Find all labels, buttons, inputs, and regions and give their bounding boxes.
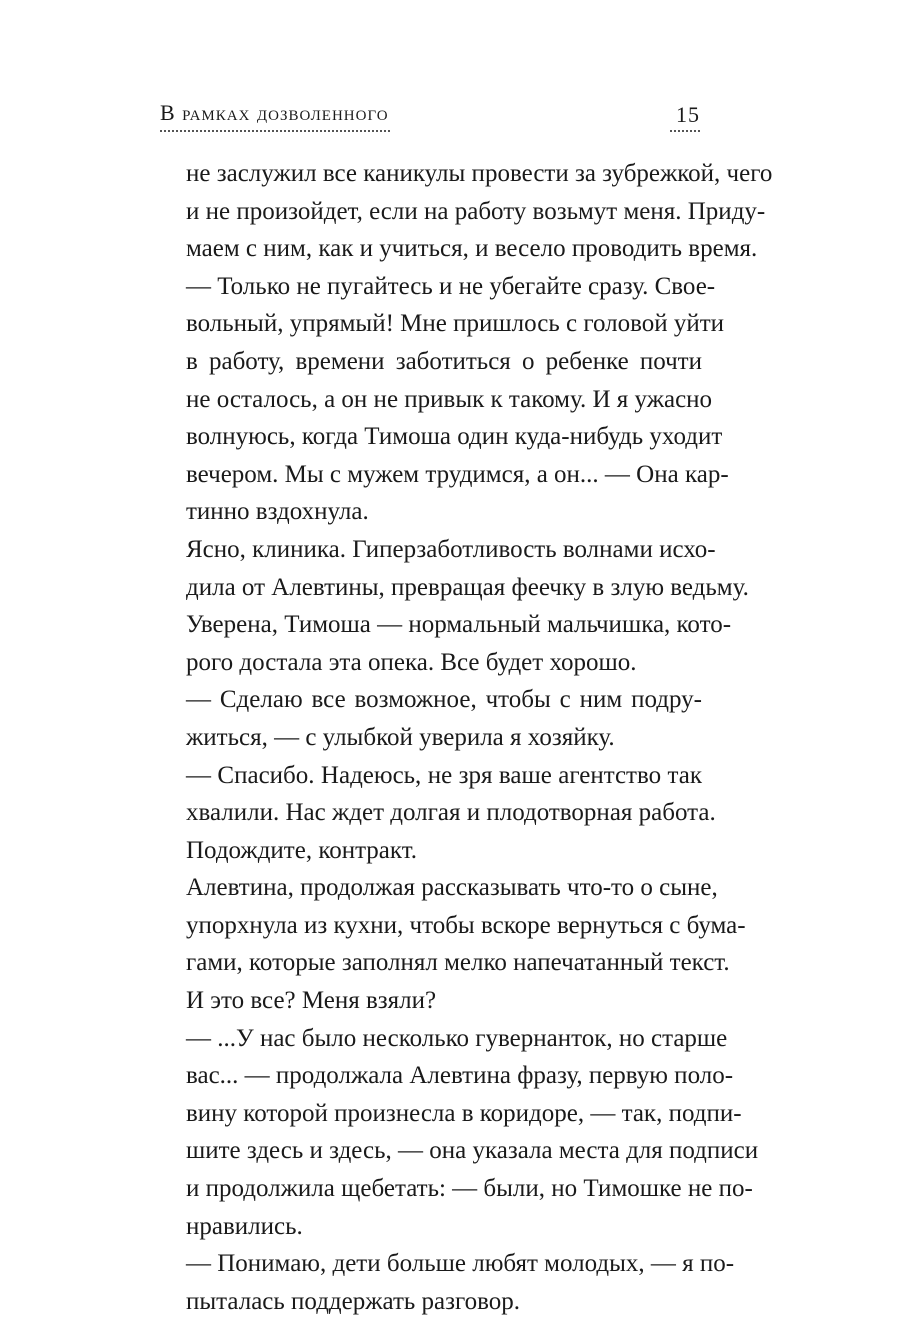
text-line: вольный, упрямый! Мне пришлось с головой уйти	[186, 310, 725, 338]
text-line: — Спасибо. Надеюсь, не зря ваше агентство так	[186, 761, 702, 789]
paragraph	[186, 268, 729, 531]
paragraph	[186, 869, 746, 1019]
text-line: житься, — с улыбкой уверила я хозяйку.	[186, 723, 615, 751]
page-number: 15	[676, 102, 700, 127]
text-line: вину которой произнесла в коридоре, — так, подпи-	[186, 1099, 742, 1127]
text-line: — Понимаю, дети больше любят молодых, — я по-	[186, 1250, 735, 1278]
text-line: вас... — продолжала Алевтина фразу, первую поло-	[186, 1062, 734, 1090]
text-line: шите здесь и здесь, — она указала места для подписи	[186, 1137, 759, 1165]
paragraph	[186, 531, 749, 681]
text-body	[186, 155, 773, 1320]
text-line: — Только не пугайтесь и не убегайте сразу. Свое-	[186, 272, 716, 300]
text-line: Алевтина, продолжая рассказывать что-то о сыне,	[186, 874, 718, 902]
text-line: Уверена, Тимоша — нормальный мальчишка, кото-	[186, 611, 732, 639]
text-line: нравились.	[186, 1212, 303, 1240]
text-line: хвалили. Нас ждет долгая и плодотворная работа.	[186, 799, 716, 827]
text-line: — Сделаю все возможное, чтобы с ним подру-	[186, 686, 702, 714]
text-line: тинно вздохнула.	[186, 498, 369, 526]
paragraph	[186, 1245, 735, 1320]
text-line: и продолжила щебетать: — были, но Тимошке не по-	[186, 1175, 753, 1203]
text-line: Ясно, клиника. Гиперзаботливость волнами исхо-	[186, 535, 716, 563]
text-line: и не произойдет, если на работу возьмут меня. Приду-	[186, 197, 766, 225]
text-line: дила от Алевтины, превращая феечку в злую ведьму.	[186, 573, 749, 601]
text-line: — ...У нас было несколько гувернанток, но старше	[186, 1024, 728, 1052]
text-line: И это все? Меня взяли?	[186, 987, 437, 1015]
text-line: в работу, времени заботиться о ребенке почти	[186, 347, 702, 375]
text-line: упорхнула из кухни, чтобы вскоре вернуться с бума-	[186, 911, 746, 939]
text-line: Подождите, контракт.	[186, 836, 418, 864]
paragraph	[186, 155, 773, 268]
text-line: не осталось, а он не привык к такому. И я ужасно	[186, 385, 713, 413]
running-title: В рамках дозволенного	[160, 100, 389, 125]
text-line: вечером. Мы с мужем трудимся, а он... — Она кар-	[186, 460, 729, 488]
text-line: волнуюсь, когда Тимоша один куда-нибудь уходит	[186, 423, 723, 451]
paragraph	[186, 681, 702, 756]
text-line: рого достала эта опека. Все будет хорошо.	[186, 648, 637, 676]
running-head	[160, 100, 700, 134]
page-number-dotted-rule	[670, 130, 700, 132]
text-line: гами, которые заполнял мелко напечатанный текст.	[186, 949, 730, 977]
text-line: маем с ним, как и учиться, и весело проводить время.	[186, 235, 758, 263]
paragraph	[186, 1020, 759, 1246]
paragraph	[186, 757, 716, 870]
header-dotted-rule	[160, 130, 390, 132]
text-line: не заслужил все каникулы провести за зубрежкой, чего	[186, 160, 773, 187]
text-line: пыталась поддержать разговор.	[186, 1287, 521, 1315]
